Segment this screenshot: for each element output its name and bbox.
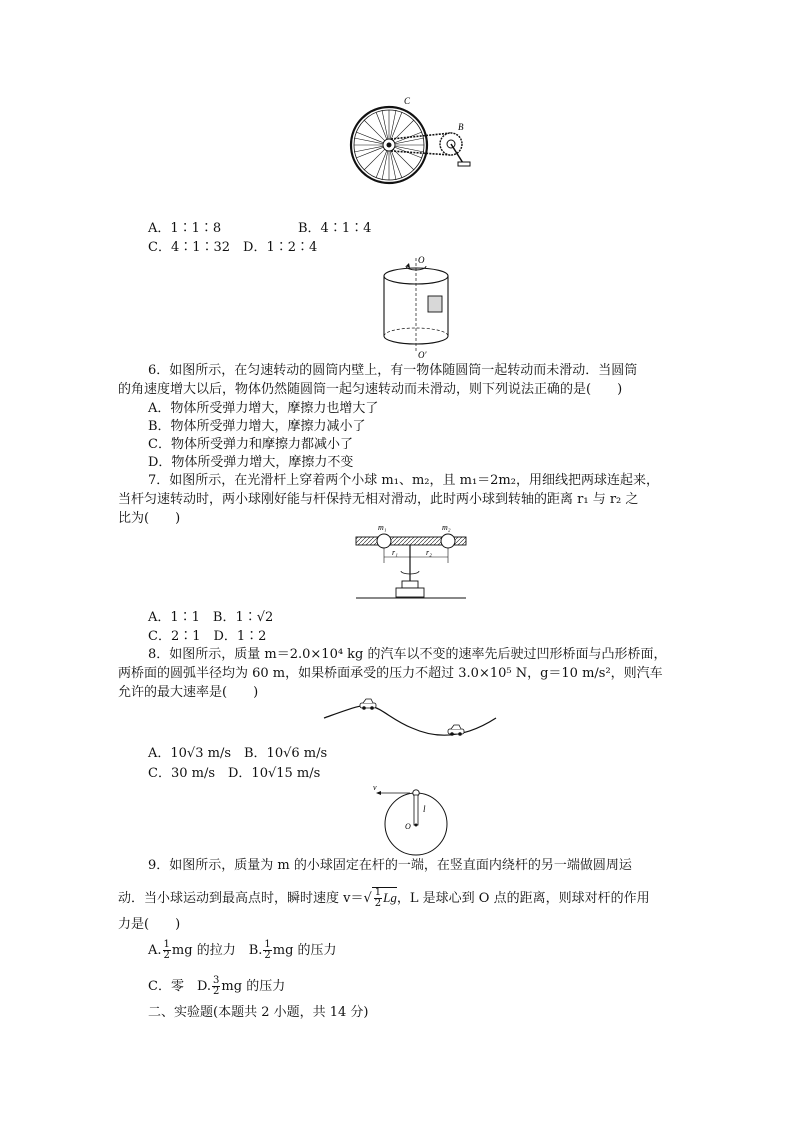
q6-stem-line2: 的角速度增大以后，物体仍然随圆筒一起匀速转动而未滑动，则下列说法正确的是( ) [118, 382, 623, 397]
vertical-circle-figure [370, 782, 452, 858]
label-m2: m₂ [442, 523, 451, 532]
car-in-trough [448, 725, 464, 736]
ball-m1 [377, 534, 391, 548]
bridge-figure [322, 696, 500, 742]
frac-half-v: $\frac{1}{2}$ [374, 887, 382, 909]
q9-option-a-letter: A. [148, 943, 162, 958]
q8-stem-line2: 两桥面的圆弧半径均为 60 m，如果桥面承受的压力不超过 3.0×10⁵ N，g＝10 m/s²，则汽车 [118, 666, 663, 681]
car-on-crest [360, 699, 376, 710]
ball-m2 [441, 534, 455, 548]
q9-options-cd [148, 976, 285, 997]
label-r1: r₁ [392, 548, 398, 557]
section-2-title: 二、实验题(本题共 2 小题，共 14 分) [148, 1005, 369, 1020]
q9-option-b-text: mg 的压力 [272, 943, 337, 958]
block-on-wall [428, 296, 442, 312]
q9-velocity-formula: √ $\frac{1}{2}$ Lg [363, 887, 397, 909]
label-o-prime: O′ [418, 350, 427, 360]
q9-option-a-text: mg 的拉力 B. [171, 943, 263, 958]
q8-stem-line3: 允许的最大速率是( ) [118, 685, 259, 700]
q7-stem-line2: 当杆匀速转动时，两小球刚好能与杆保持无相对滑动，此时两小球到转轴的距离 r₁ 与 r₂ 之 [118, 492, 639, 507]
label-l: l [423, 804, 426, 814]
q9-options-ab [148, 940, 337, 961]
q8-stem-line1: 8．如图所示，质量 m＝2.0×10⁴ kg 的汽车以不变的速率先后驶过凹形桥面与凸形桥面， [148, 647, 667, 662]
q5-options-cd: C．4∶1∶32 D．1∶2∶4 [148, 240, 318, 255]
q8-options-ab: A．10√3 m/s B．10√6 m/s [148, 746, 328, 761]
frac-three-halves: $\frac{3}{2}$ [213, 975, 220, 997]
q7-stem-line1: 7．如图所示，在光滑杆上穿着两个小球 m₁、m₂，且 m₁＝2m₂，用细线把两球连起来， [148, 473, 659, 488]
frac-half-a: $\frac{1}{2}$ [163, 939, 170, 961]
label-r2: r₂ [426, 548, 432, 557]
q6-option-b: B．物体所受弹力增大，摩擦力减小了 [148, 419, 366, 434]
q9-stem-line2 [118, 887, 650, 909]
rear-wheel [351, 107, 427, 183]
label-b: B [458, 122, 464, 132]
label-o-center: O [405, 822, 411, 831]
q9-option-c-text: C．零 D. [148, 979, 212, 994]
q6-option-a: A．物体所受弹力增大，摩擦力也增大了 [148, 401, 379, 416]
q5-option-a: A．1∶1∶8 [148, 221, 222, 236]
q7-stem-line3: 比为( ) [118, 511, 181, 526]
label-v: v [373, 783, 377, 792]
q7-options-cd: C．2∶1 D．1∶2 [148, 629, 267, 644]
q9-stem-line2-start: 动．当小球运动到最高点时，瞬时速度 v＝ [118, 891, 364, 906]
q6-stem-line1: 6．如图所示，在匀速转动的圆筒内壁上，有一物体随圆筒一起转动而未滑动．当圆筒 [148, 363, 638, 378]
label-c: C [404, 96, 411, 106]
q6-option-d: D．物体所受弹力增大，摩擦力不变 [148, 455, 354, 470]
label-o: O [418, 255, 425, 265]
frac-half-b: $\frac{1}{2}$ [264, 939, 271, 961]
chainring [440, 133, 470, 166]
label-m1: m₁ [378, 523, 387, 532]
q9-stem-line3: 力是( ) [118, 917, 181, 932]
q7-options-ab: A．1∶1 B．1∶√2 [148, 610, 274, 625]
q9-stem-line2-end: ，L 是球心到 O 点的距离，则球对杆的作用 [396, 891, 650, 906]
q5-option-b: B．4∶1∶4 [298, 221, 372, 236]
cylinder-figure [378, 254, 454, 360]
q6-option-c: C．物体所受弹力和摩擦力都减小了 [148, 437, 353, 452]
q9-option-d-text: mg 的压力 [221, 979, 286, 994]
q9-stem-line1: 9．如图所示，质量为 m 的小球固定在杆的一端，在竖直面内绕杆的另一端做圆周运 [148, 858, 632, 873]
bicycle-figure [345, 95, 475, 190]
rod-figure [352, 519, 468, 605]
q8-options-cd: C．30 m/s D．10√15 m/s [148, 766, 321, 781]
